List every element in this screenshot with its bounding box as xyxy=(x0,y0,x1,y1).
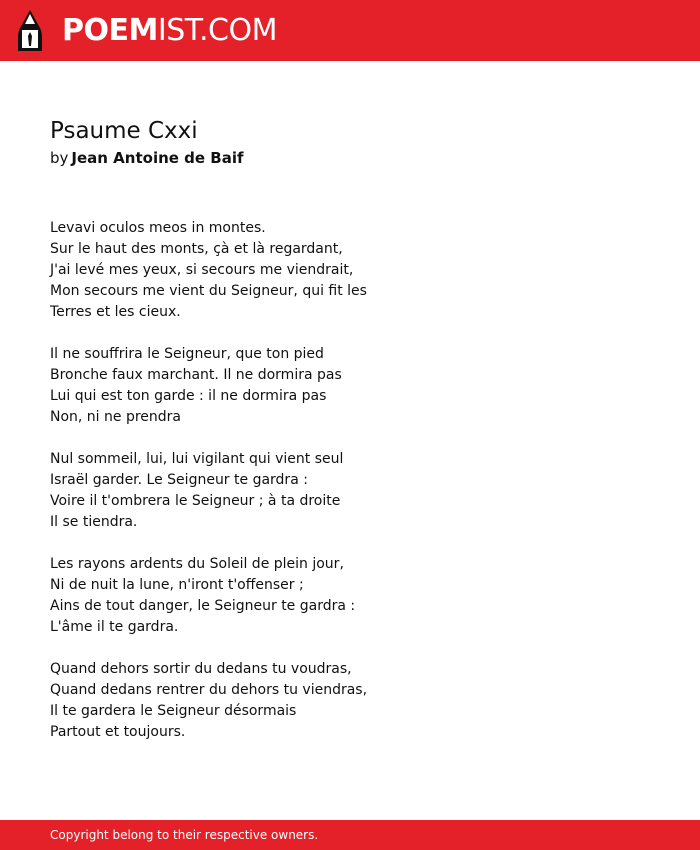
poem-stanza xyxy=(50,218,650,323)
poem-body xyxy=(50,218,650,764)
poem-stanza xyxy=(50,449,650,533)
poem-line: Levavi oculos meos in montes. xyxy=(50,220,266,236)
poem-line: Terres et les cieux. xyxy=(50,304,181,320)
poem-author: Jean Antoine de Baif xyxy=(71,149,244,167)
poem-line: Voire il t'ombrera le Seigneur ; à ta droite xyxy=(50,493,341,509)
copyright-notice: Copyright belong to their respective owners. xyxy=(50,828,319,842)
poem-byline xyxy=(50,148,244,169)
poem-title: Psaume Cxxi xyxy=(50,118,198,144)
poem-stanza xyxy=(50,659,650,743)
site-header xyxy=(0,0,700,61)
poem-line: Mon secours me vient du Seigneur, qui fit les xyxy=(50,283,367,299)
poem-line: Quand dehors sortir du dedans tu voudras, xyxy=(50,661,352,677)
poem-line: L'âme il te gardra. xyxy=(50,619,179,635)
site-logo-text[interactable] xyxy=(62,13,277,49)
poem-line: Les rayons ardents du Soleil de plein jour, xyxy=(50,556,344,572)
poem-stanza xyxy=(50,554,650,638)
poem-line: Partout et toujours. xyxy=(50,724,186,740)
pencil-tip-icon[interactable] xyxy=(18,10,42,51)
poem-line: J'ai levé mes yeux, si secours me viendrait, xyxy=(50,262,354,278)
poem-line: Bronche faux marchant. Il ne dormira pas xyxy=(50,367,342,383)
poem-line: Ains de tout danger, le Seigneur te gardra : xyxy=(50,598,356,614)
poem-line: Israël garder. Le Seigneur te gardra : xyxy=(50,472,308,488)
poem-line: Il ne souffrira le Seigneur, que ton pied xyxy=(50,346,324,362)
brand-bold: POEM xyxy=(62,13,158,48)
poem-line: Il te gardera le Seigneur désormais xyxy=(50,703,297,719)
brand-light: IST.COM xyxy=(157,13,277,48)
poem-line: Sur le haut des monts, çà et là regardant, xyxy=(50,241,343,257)
poem-line: Non, ni ne prendra xyxy=(50,409,182,425)
site-footer xyxy=(0,820,700,850)
byline-label: by xyxy=(50,149,69,167)
poem-line: Nul sommeil, lui, lui vigilant qui vient seul xyxy=(50,451,344,467)
poem-line: Ni de nuit la lune, n'iront t'offenser ; xyxy=(50,577,304,593)
poem-line: Il se tiendra. xyxy=(50,514,138,530)
poem-line: Quand dedans rentrer du dehors tu viendras, xyxy=(50,682,368,698)
poem-line: Lui qui est ton garde : il ne dormira pas xyxy=(50,388,327,404)
poem-stanza xyxy=(50,344,650,428)
